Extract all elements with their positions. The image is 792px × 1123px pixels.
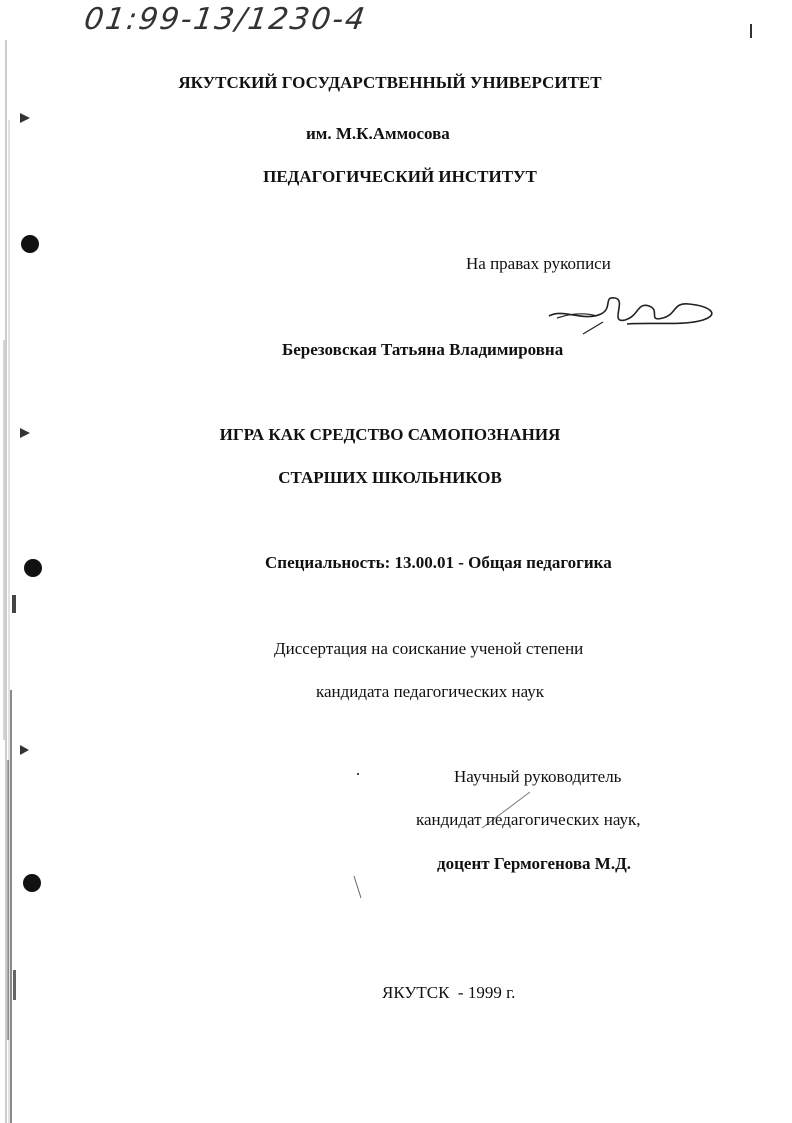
stray-tick [352, 874, 364, 900]
thesis-title-line-2: СТАРШИХ ШКОЛЬНИКОВ [278, 468, 502, 487]
manuscript-note: На правах рукописи [466, 254, 611, 273]
thesis-title-line-1: ИГРА КАК СРЕДСТВО САМОПОЗНАНИЯ [219, 425, 561, 444]
supervisor-degree: кандидат педагогических наук, [416, 810, 641, 829]
institute-name: ПЕДАГОГИЧЕСКИЙ ИНСТИТУТ [263, 167, 537, 186]
supervisor-name: доцент Гермогенова М.Д. [437, 854, 632, 873]
university-named-after: им. М.К.Аммосова [306, 124, 450, 143]
punch-hole [23, 874, 41, 892]
corner-mark [750, 24, 752, 38]
dissertation-line-2: кандидата педагогических наук [316, 682, 545, 701]
scan-edge-artifacts [0, 40, 44, 1123]
dissertation-line-1: Диссертация на соискание ученой степени [274, 639, 584, 658]
supervisor-label: Научный руководитель [454, 767, 622, 786]
author-name: Березовская Татьяна Владимировна [282, 340, 564, 359]
stray-dot [357, 773, 359, 775]
place-year: ЯКУТСК - 1999 г. [382, 983, 516, 1002]
specialty: Специальность: 13.00.01 - Общая педагогика [265, 553, 612, 572]
author-signature [543, 288, 723, 336]
punch-hole [24, 559, 42, 577]
handwritten-code: 01:99-13/1230-4 [82, 2, 369, 37]
punch-hole [21, 235, 39, 253]
university-name: ЯКУТСКИЙ ГОСУДАРСТВЕННЫЙ УНИВЕРСИТЕТ [178, 73, 602, 92]
